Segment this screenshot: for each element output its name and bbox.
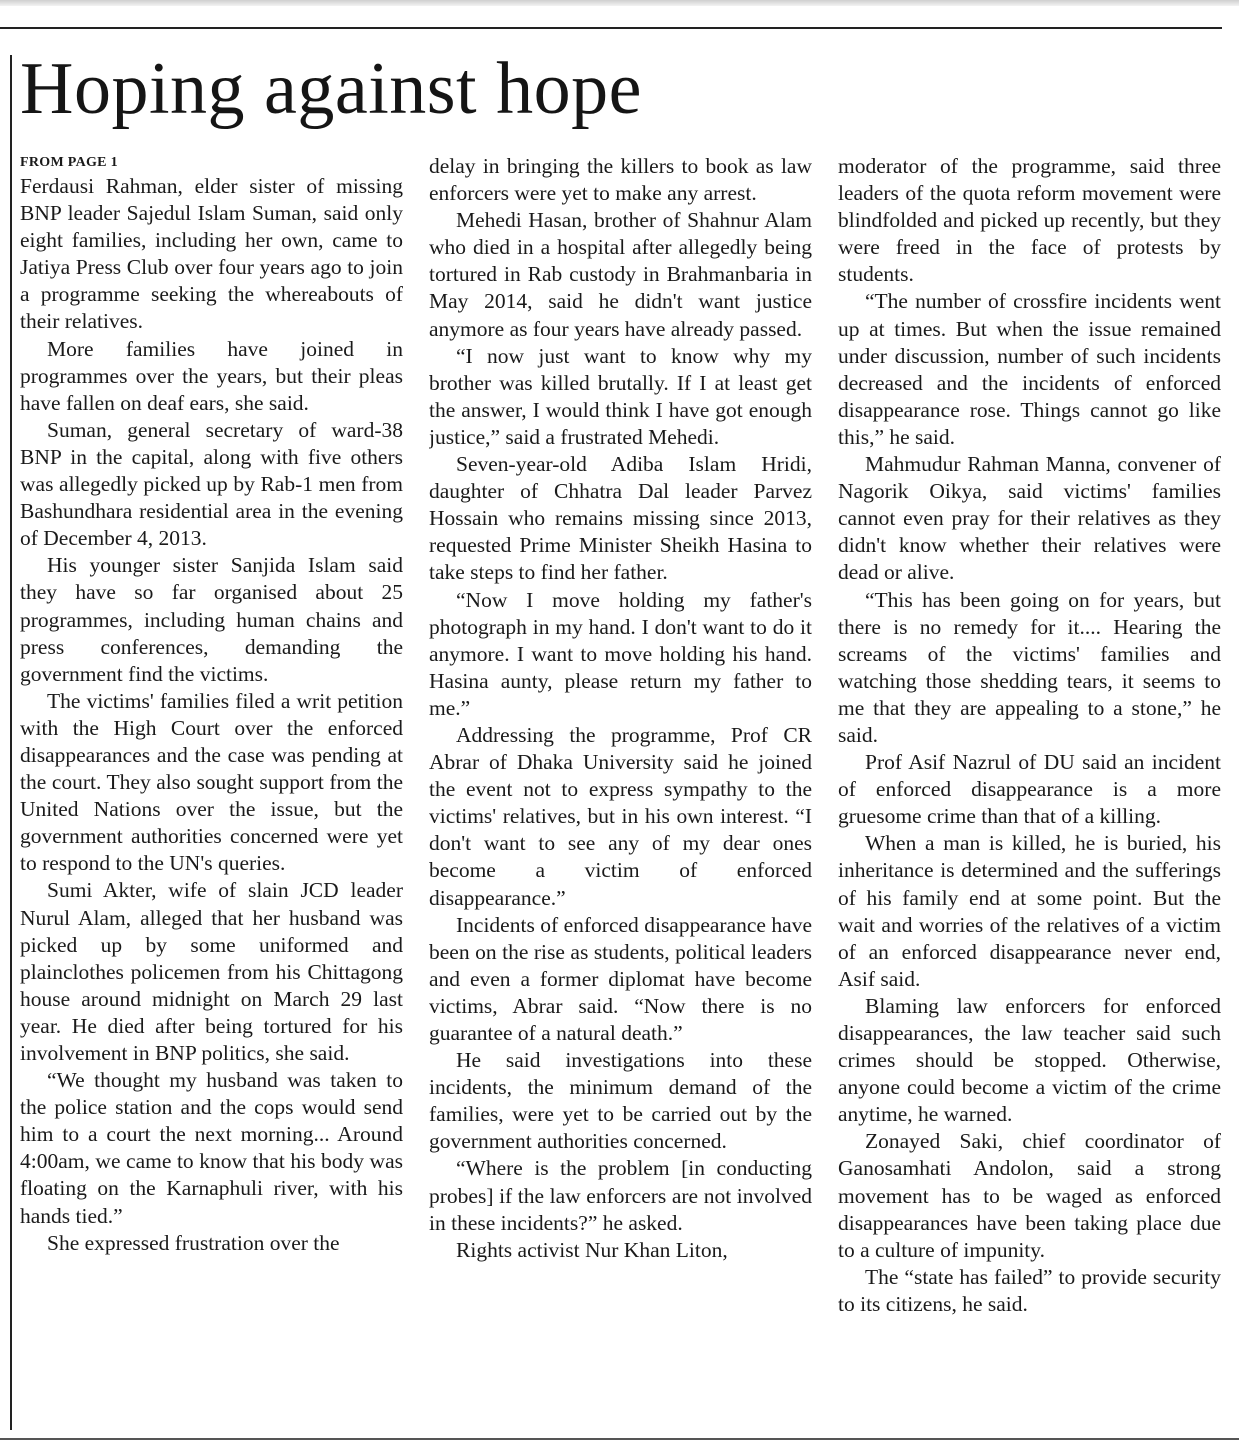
- paragraph: When a man is killed, he is buried, his inheritance is determined and the sufferings of his family end at some point. But the wait and worries of the relatives of a victim of an enforced disappearance never end, Asif said.: [838, 831, 1221, 991]
- paragraph: “We thought my husband was taken to the police station and the cops would send him to a court the next morning... Around 4:00am, we came to know that his body was floating on the Karnaphuli river, with his hands tied.”: [20, 1068, 403, 1228]
- paragraph: Addressing the programme, Prof CR Abrar of Dhaka University said he joined the event not to express sympathy to the victims' relatives, but in his own interest. “I don't want to see any of my dear ones become a victim of enforced disappearance.”: [429, 722, 812, 910]
- paragraph: Mahmudur Rahman Manna, convener of Nagorik Oikya, said victims' families cannot even pray for their relatives as they didn't know whether their relatives were dead or alive.: [838, 452, 1221, 585]
- paragraph: “This has been going on for years, but there is no remedy for it.... Hearing the screams of the victims' families and watching those shedding tears, it seems to me that they are appealing to a stone,” he said.: [838, 587, 1221, 747]
- paragraph: Blaming law enforcers for enforced disappearances, the law teacher said such crimes should be stopped. Otherwise, anyone could become a victim of the crime anytime, he warned.: [838, 993, 1221, 1127]
- top-rule: [0, 27, 1222, 29]
- paragraph: Prof Asif Nazrul of DU said an incident of enforced disappearance is a more gruesome crime than that of a killing.: [838, 750, 1221, 829]
- paragraph: Rights activist Nur Khan Liton,: [456, 1237, 728, 1262]
- continuation-kicker: FROM PAGE 1: [20, 155, 118, 170]
- paragraph: He said investigations into these incidents, the minimum demand of the families, were yet to be carried out by the government authorities concerned.: [429, 1048, 812, 1154]
- paragraph: Incidents of enforced disappearance have been on the rise as students, political leaders and even a former diplomat have become victims, Abrar said. “Now there is no guarantee of a natural death.”: [429, 912, 812, 1045]
- paragraph: Seven-year-old Adiba Islam Hridi, daughter of Chhatra Dal leader Parvez Hossain who remains missing since 2013, requested Prime Minister Sheikh Hasina to take steps to find her father.: [429, 452, 812, 585]
- paragraph: She expressed frustration over the: [47, 1230, 340, 1255]
- paragraph: More families have joined in programmes over the years, but their pleas have fallen on deaf ears, she said.: [20, 336, 403, 415]
- paragraph: moderator of the programme, said three leaders of the quota reform movement were blindfolded and picked up recently, but they were freed in the face of protests by students.: [838, 154, 1221, 287]
- article-headline: Hoping against hope: [20, 48, 642, 130]
- paragraph: Suman, general secretary of ward-38 BNP in the capital, along with five others was allegedly picked up by Rab-1 men from Bashundhara residential area in the evening of December 4, 2013.: [20, 417, 403, 551]
- paragraph: “Now I move holding my father's photograph in my hand. I don't want to do it anymore. I want to move holding his hand. Hasina aunty, please return my father to me.”: [429, 587, 812, 720]
- article-body: [20, 153, 1222, 1423]
- left-column-rule: [10, 55, 12, 1430]
- paragraph: delay in bringing the killers to book as law enforcers were yet to make any arrest.: [429, 154, 812, 206]
- paragraph: His younger sister Sanjida Islam said they have so far organised about 25 programmes, including human chains and press conferences, demanding the government find the victims.: [20, 553, 403, 686]
- paragraph: Mehedi Hasan, brother of Shahnur Alam who died in a hospital after allegedly being tortured in Rab custody in Brahmanbaria in May 2014, said he didn't want justice anymore as four years have already passed.: [429, 208, 812, 341]
- paragraph: The “state has failed” to provide security to its citizens, he said.: [838, 1264, 1221, 1316]
- paragraph: “The number of crossfire incidents went up at times. But when the issue remained under discussion, number of such incidents decreased and the incidents of enforced disappearance rose. Things cannot go like this,” he said.: [838, 289, 1221, 449]
- article-column-3: [838, 153, 1221, 1423]
- article-column-1: [20, 153, 403, 1423]
- paragraph: The victims' families filed a writ petition with the High Court over the enforced disappearances and the case was pending at the court. They also sought support from the United Nations over the issue, but the government authorities concerned were yet to respond to the UN's queries.: [20, 688, 403, 876]
- paragraph: Sumi Akter, wife of slain JCD leader Nurul Alam, alleged that her husband was picked up by some uniformed and plainclothes policemen from his Chittagong house around midnight on March 29 last year. He died after being tortured for his involvement in BNP politics, she said.: [20, 878, 403, 1065]
- page-top-edge: [0, 0, 1239, 6]
- paragraph: “Where is the problem [in conducting probes] if the law enforcers are not involved in these incidents?” he asked.: [429, 1156, 812, 1235]
- paragraph: Zonayed Saki, chief coordinator of Ganosamhati Andolon, said a strong movement has to be waged as enforced disappearances have been taking place due to a culture of impunity.: [838, 1129, 1221, 1262]
- article-column-2: [429, 153, 812, 1423]
- paragraph: “I now just want to know why my brother was killed brutally. If I at least get the answer, I would think I have got enough justice,” said a frustrated Mehedi.: [429, 343, 812, 449]
- bottom-rule: [0, 1438, 1239, 1440]
- paragraph: Ferdausi Rahman, elder sister of missing BNP leader Sajedul Islam Suman, said only eight families, including her own, came to Jatiya Press Club over four years ago to join a programme seeking the whereabouts of their relatives.: [20, 174, 403, 334]
